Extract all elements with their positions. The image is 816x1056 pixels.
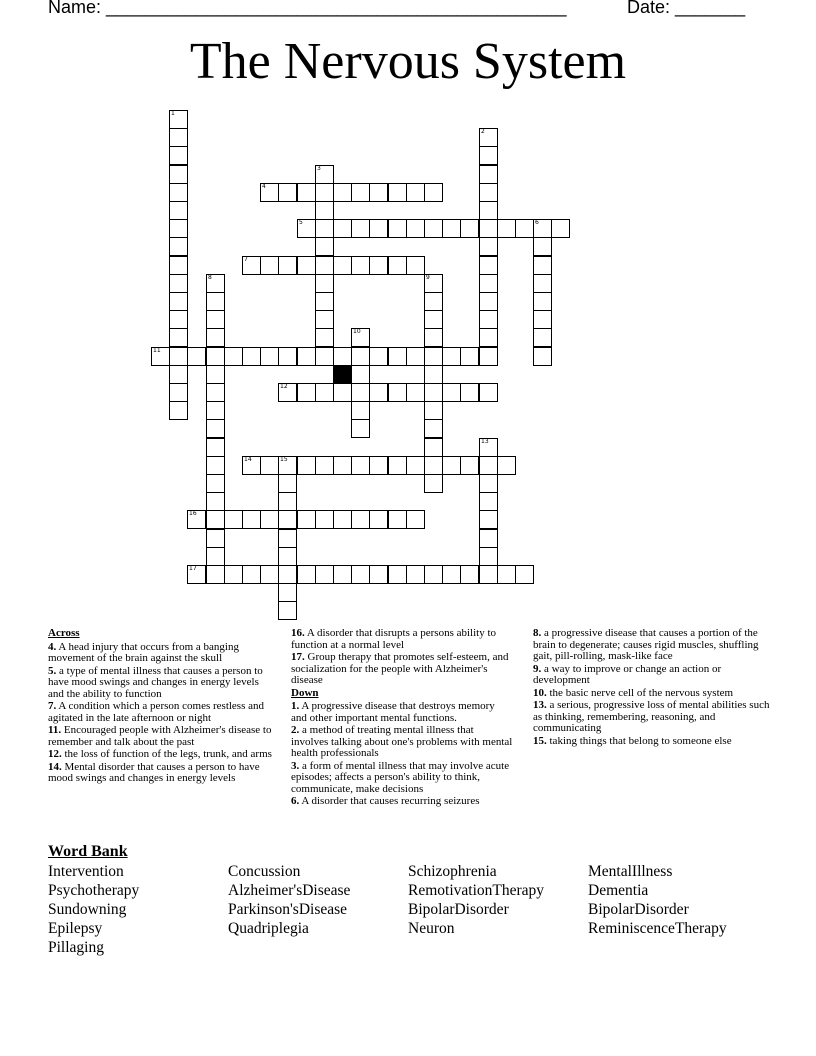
clues-column-1 bbox=[48, 628, 274, 786]
crossword-cell[interactable] bbox=[351, 383, 370, 402]
crossword-cell[interactable] bbox=[278, 347, 297, 366]
crossword-cell[interactable] bbox=[369, 256, 388, 275]
crossword-cell[interactable] bbox=[315, 310, 334, 329]
across-heading: Across bbox=[48, 627, 80, 639]
crossword-cell[interactable] bbox=[242, 565, 261, 584]
across-clue-17: 17. Group therapy that promotes self-esteem, and socialization for the people with Alzheimer's disease bbox=[291, 651, 509, 686]
across-clue-12: 12. the loss of function of the legs, trunk, and arms bbox=[48, 748, 272, 760]
crossword-cell[interactable] bbox=[242, 456, 261, 475]
word-bank-item: Parkinson'sDisease bbox=[228, 901, 348, 918]
crossword-cell[interactable] bbox=[297, 183, 316, 202]
crossword-cell[interactable] bbox=[224, 347, 243, 366]
crossword-cell[interactable] bbox=[424, 292, 443, 311]
crossword-cell[interactable] bbox=[333, 383, 352, 402]
crossword-cell[interactable] bbox=[424, 456, 443, 475]
crossword-cell[interactable] bbox=[369, 183, 388, 202]
crossword-cell[interactable] bbox=[351, 510, 370, 529]
crossword-cell[interactable] bbox=[169, 146, 188, 165]
crossword-cell[interactable] bbox=[533, 310, 552, 329]
crossword-cell[interactable] bbox=[315, 201, 334, 220]
crossword-cell[interactable] bbox=[278, 565, 297, 584]
crossword-cell[interactable] bbox=[187, 347, 206, 366]
crossword-cell[interactable] bbox=[460, 347, 479, 366]
crossword-cell[interactable] bbox=[424, 419, 443, 438]
crossword-cell[interactable] bbox=[278, 383, 297, 402]
down-clue-8: 8. a progressive disease that causes a portion of the brain to degenerate; causes rigid muscles, shuffling gait, pill-rolling, mask-like face bbox=[533, 627, 759, 662]
crossword-cell[interactable] bbox=[242, 510, 261, 529]
crossword-cell[interactable] bbox=[479, 165, 498, 184]
crossword-cell[interactable] bbox=[479, 510, 498, 529]
crossword-cell[interactable] bbox=[533, 219, 552, 238]
crossword-cell[interactable] bbox=[206, 510, 225, 529]
clues-column-2 bbox=[291, 628, 513, 809]
crossword-cell[interactable] bbox=[297, 565, 316, 584]
crossword-cell[interactable] bbox=[424, 310, 443, 329]
crossword-cell[interactable] bbox=[533, 347, 552, 366]
crossword-cell[interactable] bbox=[333, 219, 352, 238]
crossword-cell[interactable] bbox=[460, 219, 479, 238]
crossword-cell[interactable] bbox=[206, 438, 225, 457]
clue-number-label: 14 bbox=[244, 456, 252, 463]
crossword-cell[interactable] bbox=[297, 256, 316, 275]
crossword-cell[interactable] bbox=[351, 219, 370, 238]
word-bank-list bbox=[48, 862, 768, 957]
crossword-cell[interactable] bbox=[224, 565, 243, 584]
word-bank-item: Sundowning bbox=[48, 901, 127, 918]
crossword-cell[interactable] bbox=[260, 456, 279, 475]
crossword-cell[interactable] bbox=[206, 565, 225, 584]
crossword-cell[interactable] bbox=[315, 256, 334, 275]
crossword-cell[interactable] bbox=[460, 383, 479, 402]
crossword-cell[interactable] bbox=[206, 419, 225, 438]
crossword-cell[interactable] bbox=[315, 510, 334, 529]
crossword-cell[interactable] bbox=[206, 456, 225, 475]
crossword-cell[interactable] bbox=[442, 347, 461, 366]
crossword-cell[interactable] bbox=[297, 219, 316, 238]
crossword-cell[interactable] bbox=[278, 547, 297, 566]
clue-number-label: 8 bbox=[208, 274, 212, 281]
crossword-cell[interactable] bbox=[169, 183, 188, 202]
crossword-cell[interactable] bbox=[151, 347, 170, 366]
crossword-cell[interactable] bbox=[278, 601, 297, 620]
crossword-cell[interactable] bbox=[479, 274, 498, 293]
crossword-cell[interactable] bbox=[206, 401, 225, 420]
crossword-cell[interactable] bbox=[206, 474, 225, 493]
word-bank-item: RemotivationTherapy bbox=[408, 882, 545, 899]
crossword-cell[interactable] bbox=[333, 456, 352, 475]
crossword-cell[interactable] bbox=[424, 474, 443, 493]
crossword-cell[interactable] bbox=[351, 565, 370, 584]
crossword-cell[interactable] bbox=[479, 292, 498, 311]
crossword-cell[interactable] bbox=[260, 510, 279, 529]
crossword-cell[interactable] bbox=[278, 256, 297, 275]
crossword-cell[interactable] bbox=[406, 565, 425, 584]
crossword-cell[interactable] bbox=[388, 219, 407, 238]
word-bank-item: Alzheimer'sDisease bbox=[228, 882, 351, 899]
crossword-cell[interactable] bbox=[424, 565, 443, 584]
across-clue-4: 4. A head injury that occurs from a banging movement of the brain against the skull bbox=[48, 640, 239, 664]
crossword-cell[interactable] bbox=[515, 219, 534, 238]
crossword-cell[interactable] bbox=[169, 310, 188, 329]
clue-number-label: 7 bbox=[244, 256, 248, 263]
crossword-cell[interactable] bbox=[388, 456, 407, 475]
crossword-cell[interactable] bbox=[315, 347, 334, 366]
crossword-cell[interactable] bbox=[297, 347, 316, 366]
crossword-cell[interactable] bbox=[424, 274, 443, 293]
crossword-cell[interactable] bbox=[315, 565, 334, 584]
crossword-cell[interactable] bbox=[333, 256, 352, 275]
word-bank-item: Concussion bbox=[228, 863, 301, 880]
crossword-cell[interactable] bbox=[169, 274, 188, 293]
crossword-cell[interactable] bbox=[388, 510, 407, 529]
crossword-cell[interactable] bbox=[406, 383, 425, 402]
crossword-cell[interactable] bbox=[479, 383, 498, 402]
crossword-cell[interactable] bbox=[479, 438, 498, 457]
crossword-cell[interactable] bbox=[369, 347, 388, 366]
down-clue-9: 9. a way to improve or change an action or development bbox=[533, 662, 722, 686]
crossword-cell[interactable] bbox=[424, 219, 443, 238]
crossword-cell[interactable] bbox=[278, 492, 297, 511]
crossword-cell[interactable] bbox=[169, 383, 188, 402]
crossword-cell[interactable] bbox=[206, 547, 225, 566]
crossword-cell[interactable] bbox=[515, 565, 534, 584]
crossword-cell[interactable] bbox=[551, 219, 570, 238]
crossword-cell[interactable] bbox=[315, 165, 334, 184]
crossword-cell[interactable] bbox=[388, 383, 407, 402]
crossword-cell[interactable] bbox=[169, 328, 188, 347]
crossword-cell[interactable] bbox=[533, 256, 552, 275]
crossword-cell[interactable] bbox=[406, 510, 425, 529]
crossword-cell[interactable] bbox=[315, 237, 334, 256]
crossword-cell[interactable] bbox=[369, 383, 388, 402]
crossword-cell[interactable] bbox=[169, 128, 188, 147]
crossword-cell[interactable] bbox=[278, 183, 297, 202]
clue-number-label: 4 bbox=[262, 183, 266, 190]
crossword-cell[interactable] bbox=[187, 565, 206, 584]
crossword-cell[interactable] bbox=[297, 383, 316, 402]
word-bank-item: Pillaging bbox=[48, 939, 104, 956]
clues-column-3 bbox=[533, 628, 771, 748]
clue-number-label: 12 bbox=[280, 383, 288, 390]
crossword-cell[interactable] bbox=[278, 474, 297, 493]
crossword-cell[interactable] bbox=[479, 565, 498, 584]
crossword-cell[interactable] bbox=[424, 347, 443, 366]
crossword-cell[interactable] bbox=[479, 492, 498, 511]
crossword-cell[interactable] bbox=[479, 456, 498, 475]
crossword-cell[interactable] bbox=[479, 201, 498, 220]
crossword-cell[interactable] bbox=[315, 328, 334, 347]
crossword-cell[interactable] bbox=[333, 183, 352, 202]
down-clue-13: 13. a serious, progressive loss of mental abilities such as thinking, remembering, reasoning, and communicating bbox=[533, 699, 770, 734]
word-bank-item: Neuron bbox=[408, 920, 455, 937]
crossword-cell[interactable] bbox=[351, 256, 370, 275]
crossword-cell[interactable] bbox=[206, 529, 225, 548]
clue-number-label: 6 bbox=[535, 219, 539, 226]
crossword-cell[interactable] bbox=[169, 165, 188, 184]
crossword-cell[interactable] bbox=[424, 328, 443, 347]
word-bank-item: Quadriplegia bbox=[228, 920, 309, 937]
crossword-cell[interactable] bbox=[351, 419, 370, 438]
crossword-cell[interactable] bbox=[533, 274, 552, 293]
crossword-cell[interactable] bbox=[406, 347, 425, 366]
crossword-cell[interactable] bbox=[333, 347, 352, 366]
crossword-cell[interactable] bbox=[169, 219, 188, 238]
crossword-cell[interactable] bbox=[533, 237, 552, 256]
crossword-cell[interactable] bbox=[369, 456, 388, 475]
date-field-line: Date: _______ bbox=[627, 0, 746, 17]
down-clue-6: 6. A disorder that causes recurring seizures bbox=[291, 795, 480, 807]
crossword-cell[interactable] bbox=[260, 183, 279, 202]
word-bank-item: Epilepsy bbox=[48, 920, 103, 937]
word-bank-title: Word Bank bbox=[48, 843, 128, 860]
crossword-cell[interactable] bbox=[169, 110, 188, 129]
crossword-cell[interactable] bbox=[169, 201, 188, 220]
word-bank-item: ReminiscenceTherapy bbox=[588, 920, 727, 937]
crossword-cell[interactable] bbox=[479, 310, 498, 329]
crossword-cell[interactable] bbox=[315, 383, 334, 402]
crossword-cell[interactable] bbox=[388, 347, 407, 366]
crossword-cell[interactable] bbox=[206, 292, 225, 311]
crossword-cell[interactable] bbox=[242, 256, 261, 275]
page-title: The Nervous System bbox=[189, 33, 627, 90]
clue-number-label: 2 bbox=[481, 128, 485, 135]
crossword-cell[interactable] bbox=[479, 256, 498, 275]
crossword-cell[interactable] bbox=[333, 510, 352, 529]
crossword-cell[interactable] bbox=[479, 146, 498, 165]
crossword-cell[interactable] bbox=[315, 183, 334, 202]
crossword-cell[interactable] bbox=[369, 219, 388, 238]
crossword-cell[interactable] bbox=[479, 128, 498, 147]
crossword-cell[interactable] bbox=[351, 347, 370, 366]
crossword-cell[interactable] bbox=[169, 256, 188, 275]
crossword-cell[interactable] bbox=[406, 183, 425, 202]
crossword-cell[interactable] bbox=[479, 474, 498, 493]
word-bank-item: Intervention bbox=[48, 863, 124, 880]
crossword-cell[interactable] bbox=[406, 456, 425, 475]
crossword-cell[interactable] bbox=[351, 456, 370, 475]
clue-number-label: 3 bbox=[317, 165, 321, 172]
crossword-cell[interactable] bbox=[206, 328, 225, 347]
crossword-cell[interactable] bbox=[351, 183, 370, 202]
crossword-cell[interactable] bbox=[460, 456, 479, 475]
crossword-cell[interactable] bbox=[206, 310, 225, 329]
word-bank-item: Psychotherapy bbox=[48, 882, 140, 899]
name-field-line: Name: ______________________________________________ bbox=[48, 0, 567, 17]
crossword-cell[interactable] bbox=[169, 401, 188, 420]
crossword-cell[interactable] bbox=[260, 565, 279, 584]
crossword-cell[interactable] bbox=[315, 274, 334, 293]
crossword-cell[interactable] bbox=[424, 365, 443, 384]
crossword-cell[interactable] bbox=[460, 565, 479, 584]
crossword-cell[interactable] bbox=[169, 347, 188, 366]
clue-number-label: 16 bbox=[189, 510, 197, 517]
crossword-cell[interactable] bbox=[479, 183, 498, 202]
crossword-cell[interactable] bbox=[206, 365, 225, 384]
crossword-cell[interactable] bbox=[424, 383, 443, 402]
crossword-cell[interactable] bbox=[424, 401, 443, 420]
crossword-cell[interactable] bbox=[242, 347, 261, 366]
crossword-cell[interactable] bbox=[479, 237, 498, 256]
crossword-cell[interactable] bbox=[315, 456, 334, 475]
down-clue-15: 15. taking things that belong to someone else bbox=[533, 734, 732, 747]
crossword-cell[interactable] bbox=[315, 219, 334, 238]
crossword-cell[interactable] bbox=[206, 492, 225, 511]
crossword-cell[interactable] bbox=[497, 456, 516, 475]
clue-number-label: 5 bbox=[299, 219, 303, 226]
crossword-cell[interactable] bbox=[479, 328, 498, 347]
clue-number-label: 13 bbox=[481, 438, 489, 445]
crossword-cell[interactable] bbox=[406, 256, 425, 275]
crossword-cell[interactable] bbox=[479, 219, 498, 238]
crossword-cell[interactable] bbox=[315, 292, 334, 311]
across-clue-5: 5. a type of mental illness that causes a person to have mood swings and changes in energy levels and the ability to function bbox=[48, 664, 263, 700]
crossword-cell[interactable] bbox=[369, 565, 388, 584]
crossword-cell[interactable] bbox=[442, 383, 461, 402]
word-bank-item: MentalIllness bbox=[588, 863, 673, 880]
crossword-cell[interactable] bbox=[424, 183, 443, 202]
crossword-cell[interactable] bbox=[278, 510, 297, 529]
crossword-cell[interactable] bbox=[169, 365, 188, 384]
crossword-cell[interactable] bbox=[497, 219, 516, 238]
crossword-cell[interactable] bbox=[388, 565, 407, 584]
crossword-cell[interactable] bbox=[206, 274, 225, 293]
crossword-cell[interactable] bbox=[442, 219, 461, 238]
clue-number-label: 9 bbox=[426, 274, 430, 281]
crossword-cell[interactable] bbox=[224, 510, 243, 529]
crossword-cell[interactable] bbox=[533, 328, 552, 347]
down-clue-10: 10. the basic nerve cell of the nervous system bbox=[533, 686, 734, 699]
crossword-cell[interactable] bbox=[479, 347, 498, 366]
crossword-cell[interactable] bbox=[497, 565, 516, 584]
crossword-cell[interactable] bbox=[479, 529, 498, 548]
crossword-cell[interactable] bbox=[278, 583, 297, 602]
crossword-cell[interactable] bbox=[278, 456, 297, 475]
crossword-cell[interactable] bbox=[442, 456, 461, 475]
clue-number-label: 11 bbox=[153, 347, 161, 354]
across-clue-14: 14. Mental disorder that causes a person to have mood swings and changes in energy levels bbox=[48, 760, 260, 784]
crossword-cell[interactable] bbox=[351, 365, 370, 384]
crossword-cell[interactable] bbox=[369, 510, 388, 529]
crossword-cell[interactable] bbox=[388, 183, 407, 202]
down-clue-3: 3. a form of mental illness that may involve acute episodes; affects a person's ability to think, communicate, make decisions bbox=[291, 759, 510, 795]
word-bank-item: Schizophrenia bbox=[408, 863, 497, 880]
down-clue-1: 1. A progressive disease that destroys memory and other important mental functions. bbox=[291, 700, 495, 724]
across-clue-16: 16. A disorder that disrupts a persons ability to function at a normal level bbox=[291, 627, 497, 651]
down-heading: Down bbox=[291, 686, 319, 699]
crossword-cell[interactable] bbox=[533, 292, 552, 311]
crossword-cell[interactable] bbox=[169, 237, 188, 256]
crossword-cell[interactable] bbox=[388, 256, 407, 275]
clue-number-label: 17 bbox=[189, 565, 197, 572]
crossword-cell[interactable] bbox=[169, 292, 188, 311]
word-bank-item: Dementia bbox=[588, 882, 649, 899]
crossword-cell[interactable] bbox=[206, 383, 225, 402]
clue-number-label: 10 bbox=[353, 328, 361, 335]
crossword-block-cell bbox=[333, 365, 352, 384]
word-bank-item: BipolarDisorder bbox=[588, 901, 689, 918]
across-clue-7: 7. A condition which a person comes restless and agitated in the late afternoon or night bbox=[48, 700, 265, 724]
crossword-cell[interactable] bbox=[479, 547, 498, 566]
crossword-cell[interactable] bbox=[297, 456, 316, 475]
crossword-cell[interactable] bbox=[351, 401, 370, 420]
crossword-cell[interactable] bbox=[278, 529, 297, 548]
crossword-cell[interactable] bbox=[206, 347, 225, 366]
down-clue-2: 2. a method of treating mental illness that involves talking about one's problems with mental health professionals bbox=[291, 724, 513, 759]
clue-number-label: 15 bbox=[280, 456, 288, 463]
crossword-cell[interactable] bbox=[260, 256, 279, 275]
crossword-cell[interactable] bbox=[187, 510, 206, 529]
crossword-cell[interactable] bbox=[351, 328, 370, 347]
crossword-cell[interactable] bbox=[442, 565, 461, 584]
crossword-cell[interactable] bbox=[297, 510, 316, 529]
crossword-cell[interactable] bbox=[260, 347, 279, 366]
across-clue-11: 11. Encouraged people with Alzheimer's disease to remember and talk about the past bbox=[48, 724, 272, 748]
word-bank-item: BipolarDisorder bbox=[408, 901, 509, 918]
crossword-cell[interactable] bbox=[406, 219, 425, 238]
crossword-cell[interactable] bbox=[424, 438, 443, 457]
crossword-cell[interactable] bbox=[333, 565, 352, 584]
clue-number-label: 1 bbox=[171, 110, 175, 117]
